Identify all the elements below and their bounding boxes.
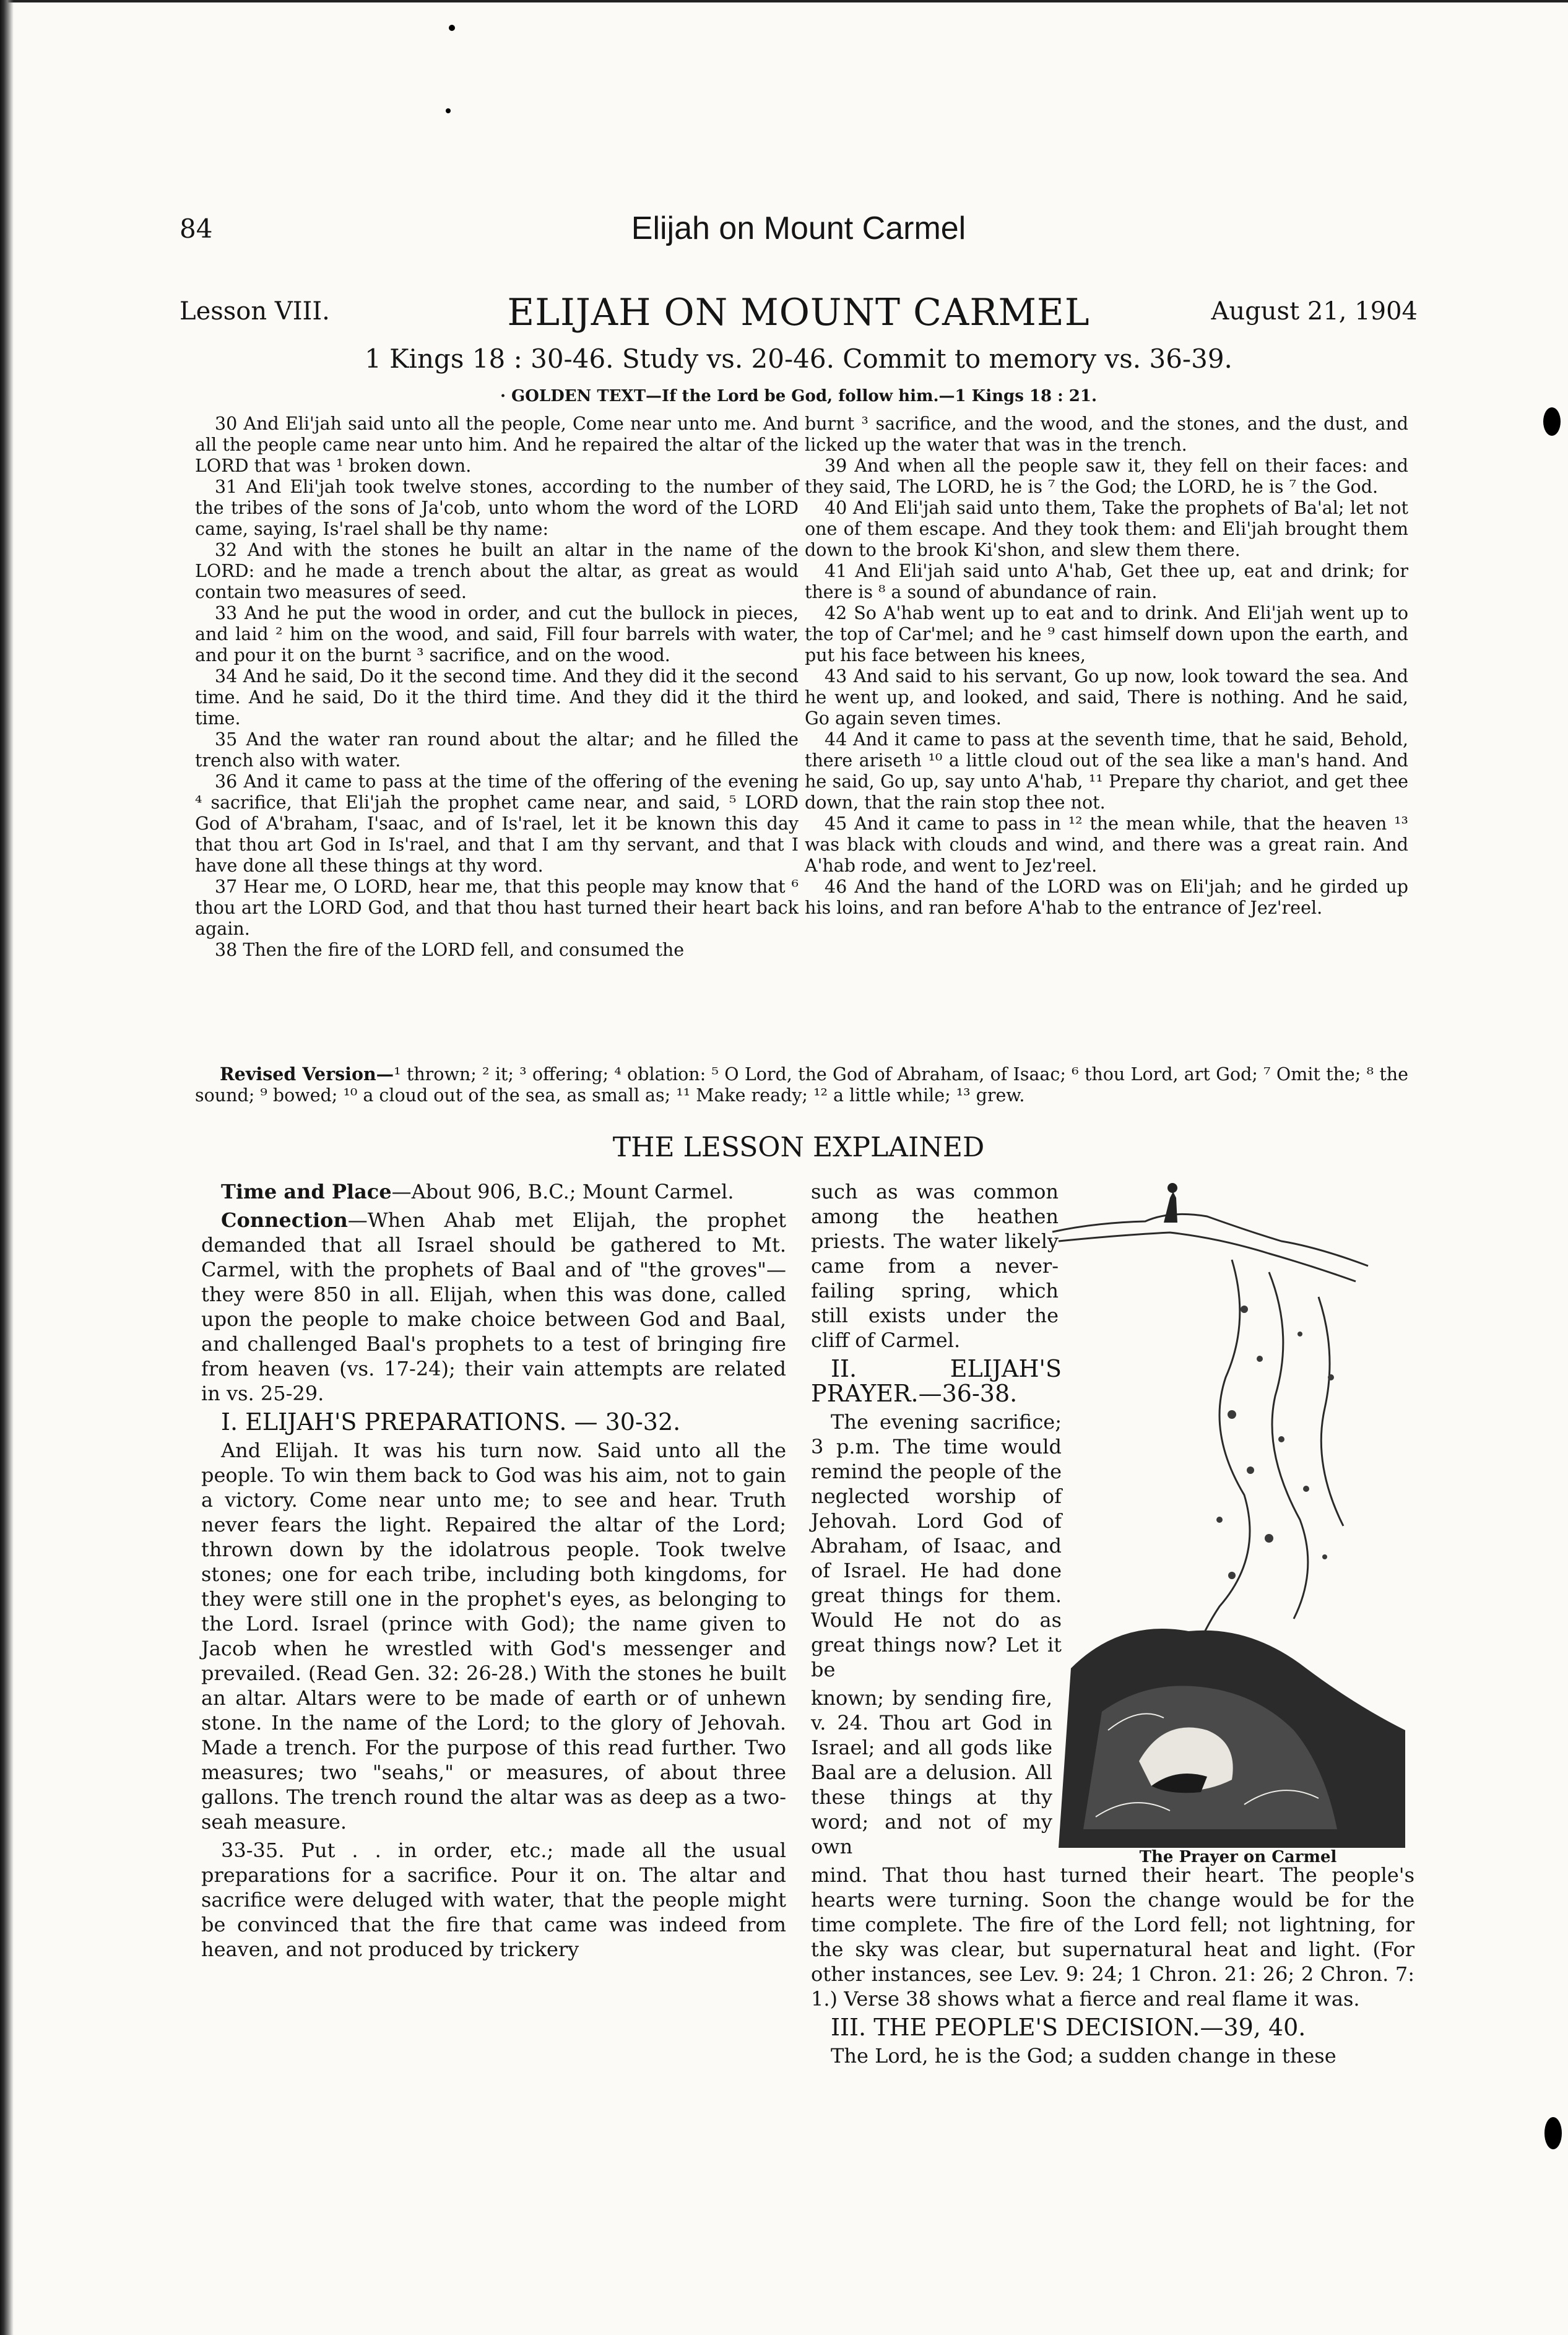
- verse-31: 31 And Eli'jah took twelve stones, according to the number of the tribes of the sons of Ja'cob, unto whom the word of the LORD came, saying, Is'rael shall be thy name:: [195, 477, 799, 539]
- verse-41: 41 And Eli'jah said unto A'hab, Get thee up, eat and drink; for there is ⁸ a sound of abundance of rain.: [805, 561, 1408, 602]
- verse-38-cont: burnt ³ sacrifice, and the wood, and the stones, and the dust, and licked up the water that was in the trench.: [805, 414, 1408, 455]
- section-3-title: III. THE PEOPLE'S DECISION.—39, 40.: [831, 2014, 1306, 2041]
- time-and-place: Time and Place—About 906, B.C.; Mount Carmel.: [221, 1180, 734, 1203]
- verse-38: 38 Then the fire of the LORD fell, and consumed the: [215, 940, 685, 960]
- revised-text: ¹ thrown; ² it; ³ offering; ⁴ oblation: ⁵ O Lord, the God of Abraham, of Isaac; ⁶ thou Lord, art God; ⁷ Omit the; ⁸ the sound; ⁹ bowed; ¹⁰ a cloud out of the sea, as small as; ¹¹ Make ready; ¹² a little while; ¹³ grew.: [195, 1064, 1408, 1106]
- verse-40: 40 And Eli'jah said unto them, Take the prophets of Ba'al; let not one of them escape. And they took them: and Eli'jah brought them down to the brook Ki'shon, and slew them there.: [805, 498, 1408, 560]
- verse-42: 42 So A'hab went up to eat and to drink. And Eli'jah went up to the top of Car'mel; and he ⁹ cast himself down upon the earth, and put his face between his knees,: [805, 603, 1408, 665]
- binding-edge: [0, 0, 14, 2335]
- golden-text: · GOLDEN TEXT—If the Lord be God, follow him.—1 Kings 18 : 21.: [500, 387, 1098, 405]
- revised-version-notes: [195, 1064, 1408, 1106]
- verse-36: 36 And it came to pass at the time of the offering of the evening ⁴ sacrifice, that Eli'jah the prophet came near, and said, ⁵ LORD God of A'braham, I'saac, and of Is'rael, let it be known this day that thou art God in Is'rael, and that I am thy servant, and that I have done all these things at thy word.: [195, 771, 799, 876]
- lesson-references: 1 Kings 18 : 30-46. Study vs. 20-46. Commit to memory vs. 36-39.: [365, 344, 1232, 374]
- verse-33: 33 And he put the wood in order, and cut the bullock in pieces, and laid ² him on the wood, and said, Fill four barrels with water, and pour it on the burnt ³ sacrifice, and on the wood.: [195, 603, 799, 665]
- verse-35: 35 And the water ran round about the altar; and he filled the trench also with water.: [195, 729, 799, 771]
- illustration-drawing: [1046, 1173, 1411, 1848]
- lesson-number: Lesson VIII.: [180, 297, 330, 326]
- illustration-caption: The Prayer on Carmel: [1139, 1848, 1337, 1866]
- verse-46: 46 And the hand of the LORD was on Eli'jah; and he girded up his loins, and ran before A'hab to the entrance of Jez'reel.: [805, 877, 1408, 918]
- section-2-text-c: mind. That thou hast turned their heart. The people's hearts were turning. Soon the change would be for the time complete. The fire of the Lord fell; not lightning, for the sky was clear, but supernatural heat and light. (For other instances, see Lev. 9: 24; 1 Chron. 21: 26; 2 Chron. 7: 1.) Verse 38 shows what a fierce and real flame it was.: [811, 1863, 1414, 2011]
- section-1-title: I. ELIJAH'S PREPARATIONS. — 30-32.: [221, 1408, 681, 1436]
- section-2-text: 33-35. Put . . in order, etc.; made all the usual preparations for a sacrifice. Pour it on. The altar and sacrifice were deluged with water, that the people might be convinced that the fire that came was indeed from heaven, and not produced by trickery: [201, 1839, 786, 1961]
- revised-label: Revised Version—: [220, 1064, 394, 1085]
- verse-45: 45 And it came to pass in ¹² the mean while, that the heaven ¹³ was black with clouds and wind, and there was a great rain. And A'hab rode, and went to Jez'reel.: [805, 813, 1408, 876]
- section-2-text-a: The evening sacrifice; 3 p.m. The time would remind the people of the neglected worship of Jehovah. Lord God of Abraham, of Isaac, and of Israel. He had done great things for them. Would He not do as great things now? Let it be: [811, 1410, 1062, 1681]
- section-2-title: II. ELIJAH'S PRAYER.—36-38.: [811, 1355, 1062, 1407]
- lesson-date: August 21, 1904: [1211, 297, 1418, 326]
- speck: [449, 25, 455, 31]
- top-rule: [0, 0, 1568, 2]
- verse-34: 34 And he said, Do it the second time. And they did it the second time. And he said, Do it the third time. And they did it the third time.: [195, 666, 799, 729]
- verse-44: 44 And it came to pass at the seventh time, that he said, Behold, there ariseth ¹⁰ a little cloud out of the sea like a man's hand. And he said, Go up, say unto A'hab, ¹¹ Prepare thy chariot, and get thee down, that the rain stop thee not.: [805, 729, 1408, 813]
- servant-figure: [1164, 1192, 1177, 1223]
- section-2-continued: such as was common among the heathen priests. The water likely came from a never-failing spring, which still exists under the cliff of Carmel.: [811, 1180, 1059, 1352]
- connection: Connection—When Ahab met Elijah, the prophet demanded that all Israel should be gathered to Mt. Carmel, with the prophets of Baal and of "the groves"—they were 850 in all. Elijah, when this was done, called upon the people to make choice between God and Baal, and challenged Baal's prophets to a test of bringing fire from heaven (vs. 17-24); their vain attempts are related in vs. 25-29.: [201, 1208, 786, 1405]
- lesson-heading: [180, 291, 1418, 340]
- verse-37: 37 Hear me, O LORD, hear me, that this people may know that ⁶ thou art the LORD God, and that thou hast turned their heart back again.: [195, 877, 799, 939]
- scripture-column-right: [805, 414, 1408, 919]
- section-2-text-b: known; by sending fire, v. 24. Thou art God in Israel; and all gods like Baal are a delusion. All these things at thy word; and not of my own: [811, 1686, 1052, 1858]
- running-header: [180, 210, 1418, 257]
- section-1-text: And Elijah. It was his turn now. Said unto all the people. To win them back to God was his aim, not to gain a victory. Come near unto me; to see and hear. Truth never fears the light. Repaired the altar of the Lord; thrown down by the idolatrous people. Took twelve stones; one for each tribe, including both kingdoms, for they were still one in the prophet's eyes, as belonging to the Lord. Israel (prince with God); the name given to Jacob when he wrestled with God's messenger and prevailed. (Read Gen. 32: 26-28.) With the stones he built an altar. Altars were to be made of earth or of unhewn stone. In the name of the Lord; to the glory of Jehovah. Made a trench. For the purpose of this read further. Two measures; two "seahs," or measures, of about three gallons. The trench round the altar was as deep as a two-seah measure.: [201, 1439, 786, 1834]
- running-title: Elijah on Mount Carmel: [631, 210, 966, 246]
- page-number: 84: [180, 214, 213, 244]
- punch-hole-mark: [1544, 2117, 1562, 2149]
- verse-43: 43 And said to his servant, Go up now, look toward the sea. And he went up, and looked, and said, There is nothing. And he said, Go again seven times.: [805, 666, 1408, 729]
- lesson-explained-heading: THE LESSON EXPLAINED: [612, 1132, 985, 1163]
- section-3-text: The Lord, he is the God; a sudden change in these: [831, 2044, 1336, 2068]
- prayer-on-carmel-illustration: [1046, 1173, 1411, 1848]
- verse-39: 39 And when all the people saw it, they fell on their faces: and they said, The LORD, he is ⁷ the God; the LORD, he is ⁷ the God.: [805, 456, 1408, 497]
- speck: [446, 108, 451, 113]
- explained-column-left: [201, 1179, 786, 1965]
- scripture-column-left: [195, 414, 799, 961]
- verse-32: 32 And with the stones he built an altar in the name of the LORD: and he made a trench about the altar, as great as would contain two measures of seed.: [195, 540, 799, 602]
- punch-hole-mark: [1543, 407, 1561, 436]
- lesson-title: ELIJAH ON MOUNT CARMEL: [507, 291, 1090, 334]
- verse-30: 30 And Eli'jah said unto all the people, Come near unto me. And all the people came near unto him. And he repaired the altar of the LORD that was ¹ broken down.: [195, 414, 799, 476]
